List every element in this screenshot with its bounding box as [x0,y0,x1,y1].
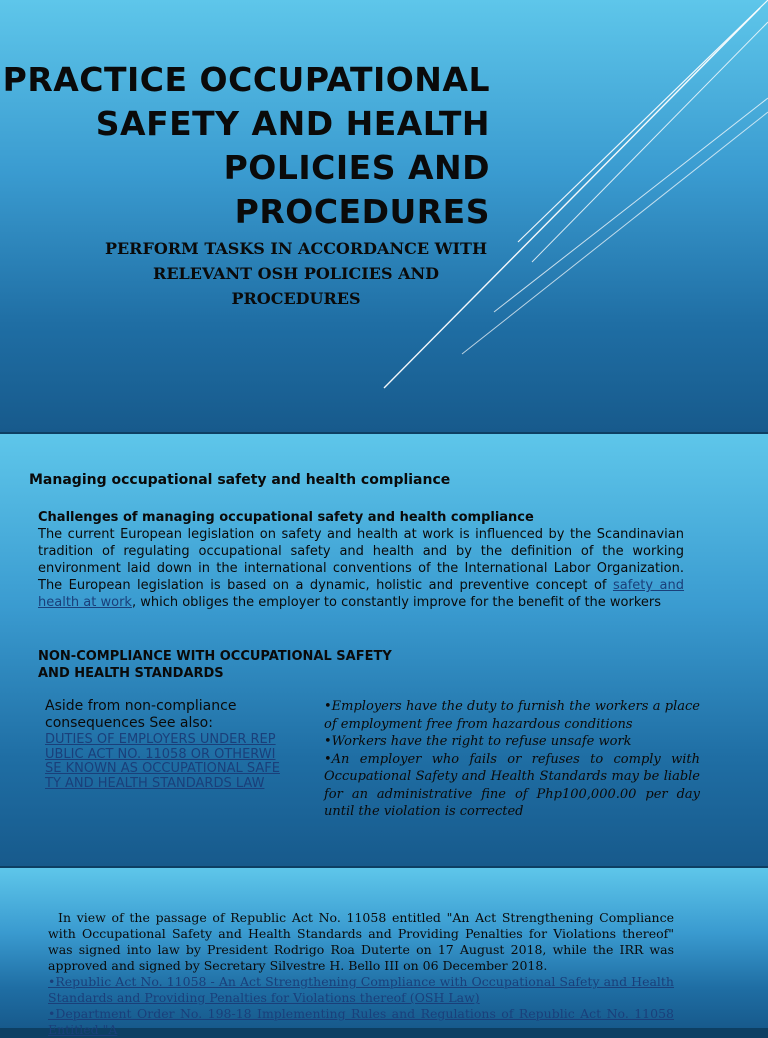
deco-line-1 [518,0,768,242]
see-also-text: Aside from non-compliance consequences See also: [45,698,237,731]
presentation-subtitle: PERFORM TASKS IN ACCORDANCE WITH RELEVANT OSH POLICIES AND PROCEDURES [104,239,488,308]
safety-health-link[interactable]: safety and health at work [38,578,685,610]
noncompliance-heading: NON-COMPLIANCE WITH OCCUPATIONAL SAFETY AND HEALTH STANDARDS [38,649,392,681]
ra11058-link[interactable]: •Republic Act No. 11058 - An Act Strengthening Compliance with Occupational Safety and Health Standards and Providing Penalties for Violations thereof (OSH Law) [48,974,674,1005]
challenges-body-end: , which obliges the employer to constantly improve for the benefit of the workers [131,595,662,610]
employer-duties-link[interactable]: DUTIES OF EMPLOYERS UNDER REPUBLIC ACT NO. 11058 OR OTHERWISE KNOWN AS OCCUPATIONAL SAFETY AND HEALTH STANDARDS LAW [45,732,280,791]
deco-line-2 [532,22,768,262]
deco-line-4 [494,98,768,312]
ra11058-paragraph: In view of the passage of Republic Act No. 11058 entitled "An Act Strengthening Compliance with Occupational Safety and Health Standards and Providing Penalties for Violations thereof" was signed into law by President Rodrigo Roa Duterte on 17 August 2018, while the IRR was approved and signed by Secretary Silvestre H. Bello III on 06 December 2018. [48,910,674,973]
see-also-block [45,698,281,791]
compliance-slide [0,434,768,866]
bullet-employer-duty: •Employers have the duty to furnish the workers a place of employment free from hazardous conditions [324,699,700,732]
title-slide [0,0,768,432]
challenges-text [38,509,684,611]
challenges-body-start: The current European legislation on safety and health at work is influenced by the Scandinavian tradition of regulating occupational safety and health and by the definition of the working environment laid down in the international conventions of the International Labor Organization. The European legislation is based on a dynamic, holistic and preventive concept of [38,527,684,593]
challenges-subheading: Challenges of managing occupational safety and health compliance [38,510,534,525]
bullet-administrative-fine: •An employer who fails or refuses to comply with Occupational Safety and Health Standards may be liable for an administrative fine of Php100,000.00 per day until the violation is corrected [324,751,700,819]
ra11058-slide [0,868,768,1037]
noncompliance-bullets [324,698,700,821]
compliance-heading: Managing occupational safety and health compliance [29,472,451,488]
do-198-18-link[interactable]: •Department Order No. 198-18 Implementing Rules and Regulations of Republic Act No. 11058 Entitled "A [48,1006,674,1037]
ra11058-text [48,910,674,1038]
presentation-title: PRACTICE OCCUPATIONAL SAFETY AND HEALTH POLICIES AND PROCEDURES [2,60,490,231]
bullet-refuse-unsafe-work: •Workers have the right to refuse unsafe work [324,734,632,749]
